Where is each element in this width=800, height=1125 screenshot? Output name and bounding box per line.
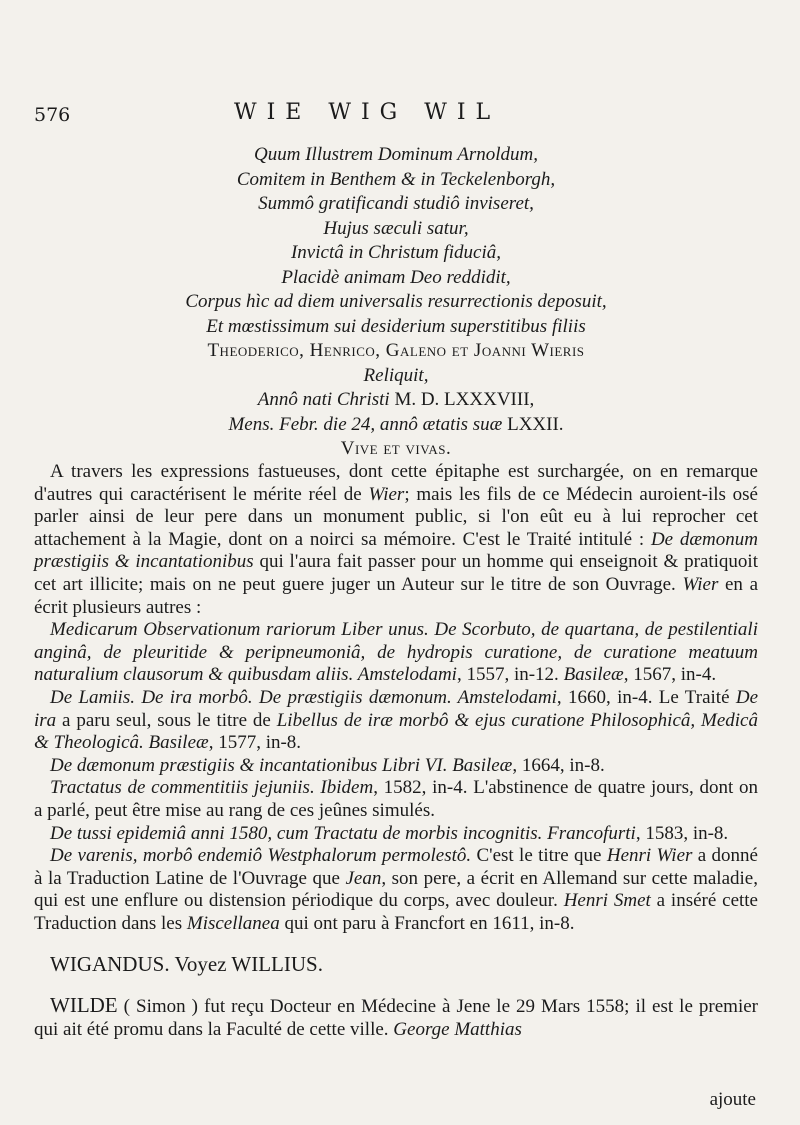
text: , 1557, in-12. (456, 664, 564, 686)
work-title: De ira (34, 686, 758, 731)
epitaph-reliquit: Reliquit, (363, 364, 429, 386)
entry-wigandus: WIGANDUS. Voyez WILLIUS. (50, 952, 323, 977)
text: , 1582, in-4. L'abstinence de quatre jours, dont on a parlé, peut être mise au rang de ces jeûnes simulés. (34, 777, 758, 821)
epitaph-vive: Vive et vivas. (340, 438, 452, 459)
text: qui l'aura fait passer pour un homme qui enseignoit & pratiquoit cet art illicite; mais on ne peut guere juger un Auteur sur le titre de son Ouvrage. (34, 551, 758, 595)
work-title: De dæmonum præstigiis & incantationibus Libri VI. Basileæ (50, 754, 513, 776)
text: a inséré cette Traduction dans les (34, 890, 758, 934)
work-title: Miscellanea (186, 912, 280, 934)
work-title: De tussi epidemiâ anni 1580, cum Tractatu de morbis incognitis. Francofurti (50, 822, 636, 844)
work-title: De Lamiis. De ira morbô. De præstigiis dæmonum. Amstelodami (50, 686, 557, 708)
epitaph-line: Et mœstissimum sui desiderium superstitibus filiis (206, 315, 586, 337)
entry-wilde (34, 994, 758, 1041)
work-entry (34, 777, 758, 822)
entry-headword: WILDE (50, 993, 118, 1018)
text: , 1583, in-8. (635, 822, 729, 844)
text: qui ont paru à Francfort en 1611, in-8. (279, 912, 575, 934)
epitaph-year-value: M. D. LXXXVIII, (394, 389, 535, 410)
text: C'est le titre que (471, 845, 607, 867)
text: en a écrit plusieurs autres : (34, 573, 758, 618)
author-name: Wier (682, 573, 719, 595)
place: Basileæ (563, 664, 624, 686)
epitaph-line: Corpus hìc ad diem universalis resurrectionis deposuit, (185, 291, 607, 312)
epitaph-line: Comitem in Benthem & in Teckelenborgh, (236, 168, 556, 190)
work-title: Medicarum Observationum rariorum Liber unus. De Scorbuto, de quartana, de pestilentiali anginâ, de pleuritide & peripneumoniâ, de hydropis curatione, de curatione meatuum naturalium clausorum & quibusdam aliis. Amstelodami (34, 619, 758, 686)
work-title: Libellus de iræ morbô & ejus curatione Philosophicâ, Medicâ & Theologicâ. Basileæ (34, 709, 758, 754)
page-number: 576 (34, 104, 71, 126)
epitaph-line: Summô gratificandi studiô inviseret, (258, 193, 534, 214)
epitaph-line: Hujus sæculi satur, (323, 217, 469, 239)
text: A travers les expressions fastueuses, dont cette épitaphe est surchargée, on en remarque d'autres qui caractérisent le mérite réel de (34, 461, 758, 505)
author-name: Wier (368, 483, 405, 505)
text: a donné à la Traduction Latine de l'Ouvrage que (34, 845, 758, 889)
epitaph-year (34, 388, 758, 413)
work-entry (34, 619, 758, 687)
person-name: George Matthias (393, 1018, 522, 1040)
work-entry (34, 755, 758, 778)
person-name: Jean (345, 867, 382, 889)
person-name: Henri Smet (563, 890, 651, 912)
work-entry (34, 687, 758, 755)
epitaph-death-text: Mens. Febr. die 24, annô ætatis suæ (228, 413, 503, 435)
text: , 1664, in-8. (512, 754, 605, 776)
text: , 1567, in-4. (623, 664, 717, 686)
epitaph-line: Placidè animam Deo reddidit, (281, 266, 511, 288)
epitaph-age-value: LXXII. (507, 413, 564, 435)
text: , 1577, in-8. (208, 732, 302, 754)
work-title: De varenis, morbô endemiô Westphalorum permolestô. (50, 845, 472, 867)
paragraph-commentary (34, 461, 758, 619)
running-head: WIE WIG WIL (234, 100, 501, 125)
page-body (34, 461, 758, 1041)
text: a paru seul, sous le titre de (56, 709, 277, 731)
work-entry (34, 823, 758, 846)
catchword: ajoute (709, 1089, 756, 1110)
text: ; mais les fils de ce Médecin auroient-ils osé parler ainsi de leur pere dans un monument public, si l'on eût eu à lui reprocher cet attachement à la Magie, dont on a noirci sa mémoire. C'est le Traité intitulé : (34, 483, 758, 550)
epitaph-line: Quum Illustrem Dominum Arnoldum, (254, 144, 538, 165)
spacer (34, 976, 758, 994)
work-title: De dæmonum præstigiis & incantationibus (34, 528, 758, 573)
epitaph-year-text: Annô nati Christi (257, 389, 390, 410)
epitaph-line: Invictâ in Christum fiduciâ, (290, 242, 502, 263)
spacer (34, 935, 758, 953)
page-header (34, 100, 758, 130)
work-title: Tractatus de commentitiis jejuniis. Ibidem (50, 777, 374, 799)
person-name: Henri Wier (606, 845, 693, 867)
work-entry (34, 845, 758, 935)
epitaph (34, 143, 758, 462)
epitaph-death (34, 413, 758, 438)
text: ( Simon ) fut reçu Docteur en Médecine à Jene le 29 Mars 1558; il est le premier qui ait été promu dans la Faculté de cette ville. (34, 996, 758, 1040)
text: , 1660, in-4. Le Traité (556, 686, 736, 708)
epitaph-sons: Theoderico, Henrico, Galeno et Joanni Wieris (207, 340, 585, 361)
text: , son pere, a écrit en Allemand sur cette maladie, qui est une enflure ou distension périodique du corps, avec douleur. (34, 867, 758, 912)
